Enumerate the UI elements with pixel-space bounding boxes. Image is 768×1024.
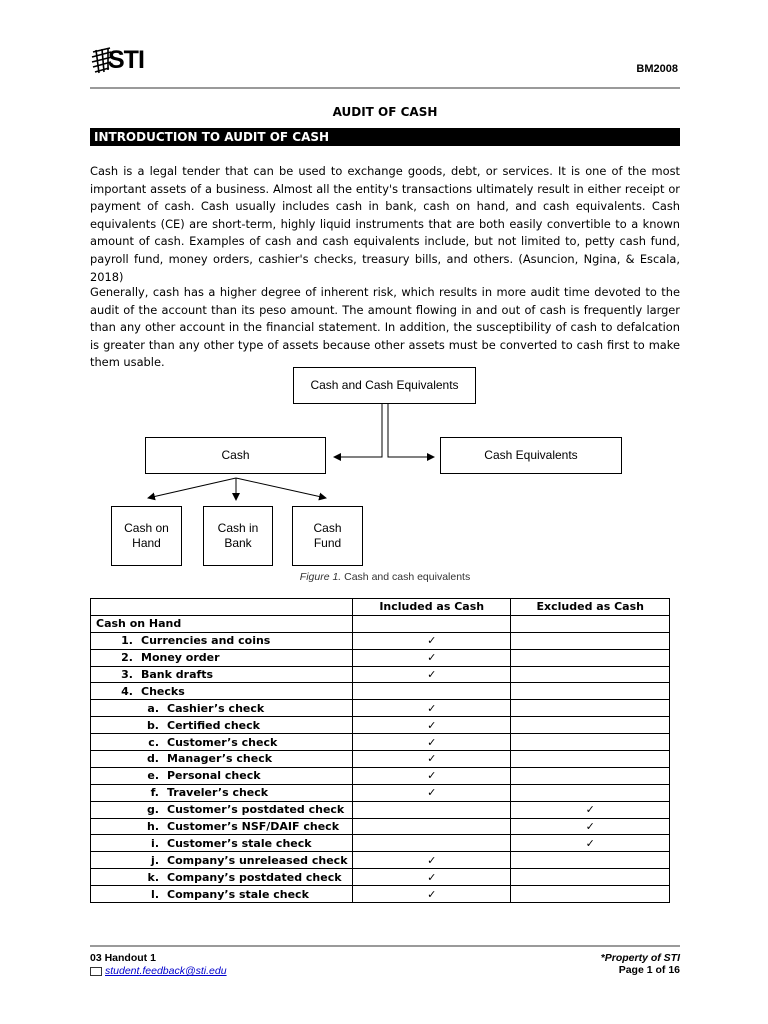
paragraph-intro: Cash is a legal tender that can be used to exchange goods, debt, or services. It is one of the most important assets of a business. Almost all the entity's transactions ultimately result in either receipt or payment of cash. Cash usually includes cash in bank, cash on hand, and cash equivalents. Cash equivalents (CE) are short-term, highly liquid instruments that are both easily convertible to a known amount of cash. Examples of cash and cash equivalents include, but not limited to, petty cash fund, payroll fund, money orders, cashier's checks, treasury bills, and others. (Asuncion, Ngina, & Escala, 2018) <box>90 164 680 284</box>
cell-excluded <box>511 784 670 801</box>
table-row <box>91 751 670 768</box>
row-item <box>91 734 353 751</box>
table-row <box>91 717 670 734</box>
cell-included <box>352 632 511 649</box>
cell-included <box>352 734 511 751</box>
header-divider <box>90 87 680 89</box>
cell-excluded <box>511 869 670 886</box>
checkmark-icon: ✓ <box>427 769 437 783</box>
document-code: BM2008 <box>636 63 678 75</box>
row-number: c. <box>148 735 159 749</box>
checkmark-icon: ✓ <box>585 820 595 834</box>
row-number: g. <box>146 803 159 817</box>
row-number: k. <box>147 870 159 884</box>
row-item <box>91 700 353 717</box>
row-item <box>91 835 353 852</box>
logo-text: STI <box>108 46 144 74</box>
row-label: Customer’s postdated check <box>167 803 345 817</box>
table-row <box>91 700 670 717</box>
sti-logo <box>90 44 150 80</box>
table-row <box>91 801 670 818</box>
box-cash-equivalents: Cash Equivalents <box>440 437 622 474</box>
mail-icon <box>90 967 102 976</box>
table-row <box>91 649 670 666</box>
checkmark-icon: ✓ <box>585 803 595 817</box>
connector-cash-to-fund <box>236 478 326 498</box>
row-number: f. <box>150 786 159 800</box>
row-label: Money order <box>141 651 220 665</box>
row-label: Bank drafts <box>141 668 214 681</box>
property-notice: *Property of STI <box>600 952 680 964</box>
checkmark-icon: ✓ <box>427 668 437 681</box>
row-label: Personal check <box>167 769 261 783</box>
row-label: Cash on Hand <box>96 617 182 631</box>
handout-label: 03 Handout 1 <box>90 952 156 964</box>
row-number: 3. <box>121 668 133 681</box>
cell-excluded <box>511 751 670 768</box>
cell-included <box>352 869 511 886</box>
row-number: 2. <box>121 651 133 665</box>
row-label: Manager’s check <box>167 752 273 766</box>
box-cash: Cash <box>145 437 326 474</box>
row-item <box>91 886 353 903</box>
connector-root-to-cash <box>334 404 382 457</box>
checkmark-icon: ✓ <box>427 870 437 884</box>
row-label: Customer’s stale check <box>167 836 312 850</box>
cell-excluded <box>511 615 670 632</box>
checkmark-icon: ✓ <box>427 634 437 648</box>
table-row <box>91 632 670 649</box>
row-label: Traveler’s check <box>167 786 269 800</box>
box-cash-on-hand: Cash on Hand <box>111 506 182 566</box>
row-label: Company’s unreleased check <box>167 853 348 867</box>
row-item <box>91 649 353 666</box>
row-item <box>91 801 353 818</box>
cell-excluded <box>511 835 670 852</box>
row-number: e. <box>147 769 159 783</box>
row-item <box>91 717 353 734</box>
row-item <box>91 632 353 649</box>
checkmark-icon: ✓ <box>427 718 437 732</box>
checkmark-icon: ✓ <box>427 651 437 665</box>
row-item <box>91 767 353 784</box>
row-number: 4. <box>121 684 133 698</box>
cell-excluded <box>511 717 670 734</box>
cell-excluded <box>511 666 670 683</box>
row-number: i. <box>151 836 159 850</box>
row-number: d. <box>146 752 159 766</box>
row-label: Customer’s check <box>167 735 278 749</box>
cell-included <box>352 717 511 734</box>
cell-excluded <box>511 649 670 666</box>
header-excluded: Excluded as Cash <box>511 599 670 616</box>
row-number: b. <box>146 718 159 732</box>
box-cash-in-bank: Cash in Bank <box>203 506 273 566</box>
page-number: Page 1 of 16 <box>618 964 680 976</box>
checkmark-icon: ✓ <box>427 786 437 800</box>
row-label: Company’s stale check <box>167 887 309 901</box>
table-body <box>91 615 670 902</box>
cell-included <box>352 818 511 835</box>
cell-included <box>352 615 511 632</box>
row-item <box>91 784 353 801</box>
table-row <box>91 767 670 784</box>
cell-excluded <box>511 852 670 869</box>
cell-excluded <box>511 700 670 717</box>
cell-excluded <box>511 767 670 784</box>
connector-root-to-equivalents <box>388 404 434 457</box>
table-row <box>91 852 670 869</box>
row-item <box>91 666 353 683</box>
table-row <box>91 869 670 886</box>
figure-label: Figure 1. <box>299 571 342 583</box>
cell-included <box>352 835 511 852</box>
footer-email <box>90 965 227 977</box>
cell-included <box>352 649 511 666</box>
page-title: AUDIT OF CASH <box>332 105 438 119</box>
row-number: a. <box>147 701 159 715</box>
row-number: h. <box>146 820 159 834</box>
row-item <box>91 751 353 768</box>
cell-excluded <box>511 801 670 818</box>
table-row <box>91 683 670 700</box>
row-label: Certified check <box>167 718 260 732</box>
table-row <box>91 835 670 852</box>
cell-included <box>352 784 511 801</box>
row-label: Checks <box>141 684 185 698</box>
section-heading: INTRODUCTION TO AUDIT OF CASH <box>90 128 680 146</box>
cell-included <box>352 683 511 700</box>
figure-caption <box>90 571 680 583</box>
table-row <box>91 615 670 632</box>
footer-right <box>601 952 680 976</box>
table-row <box>91 666 670 683</box>
box-cash-and-equivalents: Cash and Cash Equivalents <box>293 367 476 404</box>
checkmark-icon: ✓ <box>427 752 437 766</box>
row-item <box>91 615 353 632</box>
cell-excluded <box>511 818 670 835</box>
cell-excluded <box>511 734 670 751</box>
connector-cash-to-onhand <box>148 478 236 498</box>
row-item <box>91 869 353 886</box>
cash-classification-table <box>90 598 670 903</box>
cell-excluded <box>511 683 670 700</box>
checkmark-icon: ✓ <box>427 853 437 867</box>
cell-included <box>352 852 511 869</box>
table-row <box>91 886 670 903</box>
cell-included <box>352 700 511 717</box>
cell-excluded <box>511 632 670 649</box>
cell-included <box>352 751 511 768</box>
checkmark-icon: ✓ <box>427 701 437 715</box>
row-label: Currencies and coins <box>141 634 271 648</box>
table-row <box>91 818 670 835</box>
header-item <box>91 599 353 616</box>
row-label: Company’s postdated check <box>167 870 342 884</box>
row-item <box>91 818 353 835</box>
email-link[interactable]: student.feedback@sti.edu <box>105 965 227 977</box>
header-included: Included as Cash <box>352 599 511 616</box>
table-row <box>91 734 670 751</box>
row-item <box>91 683 353 700</box>
footer-divider <box>90 945 680 947</box>
row-number: 1. <box>121 634 133 648</box>
row-item <box>91 852 353 869</box>
row-label: Customer’s NSF/DAIF check <box>167 820 340 834</box>
table-header-row <box>91 599 670 616</box>
cell-included <box>352 666 511 683</box>
table-row <box>91 784 670 801</box>
cell-included <box>352 801 511 818</box>
figure-text: Cash and cash equivalents <box>341 571 471 583</box>
checkmark-icon: ✓ <box>585 836 595 850</box>
checkmark-icon: ✓ <box>427 735 437 749</box>
cell-excluded <box>511 886 670 903</box>
cell-included <box>352 886 511 903</box>
box-cash-fund: Cash Fund <box>292 506 363 566</box>
row-number: l. <box>151 887 159 901</box>
row-number: j. <box>151 853 159 867</box>
paragraph-risk: Generally, cash has a higher degree of inherent risk, which results in more audit time devoted to the audit of the account than its peso amount. The amount flowing in and out of cash is frequently larger than any other account in the financial statement. In addition, the susceptibility of cash to defalcation is greater than any other type of assets because other assets must be converted to cash first to make them usable. <box>90 285 680 370</box>
checkmark-icon: ✓ <box>427 887 437 901</box>
row-label: Cashier’s check <box>167 701 265 715</box>
cell-included <box>352 767 511 784</box>
